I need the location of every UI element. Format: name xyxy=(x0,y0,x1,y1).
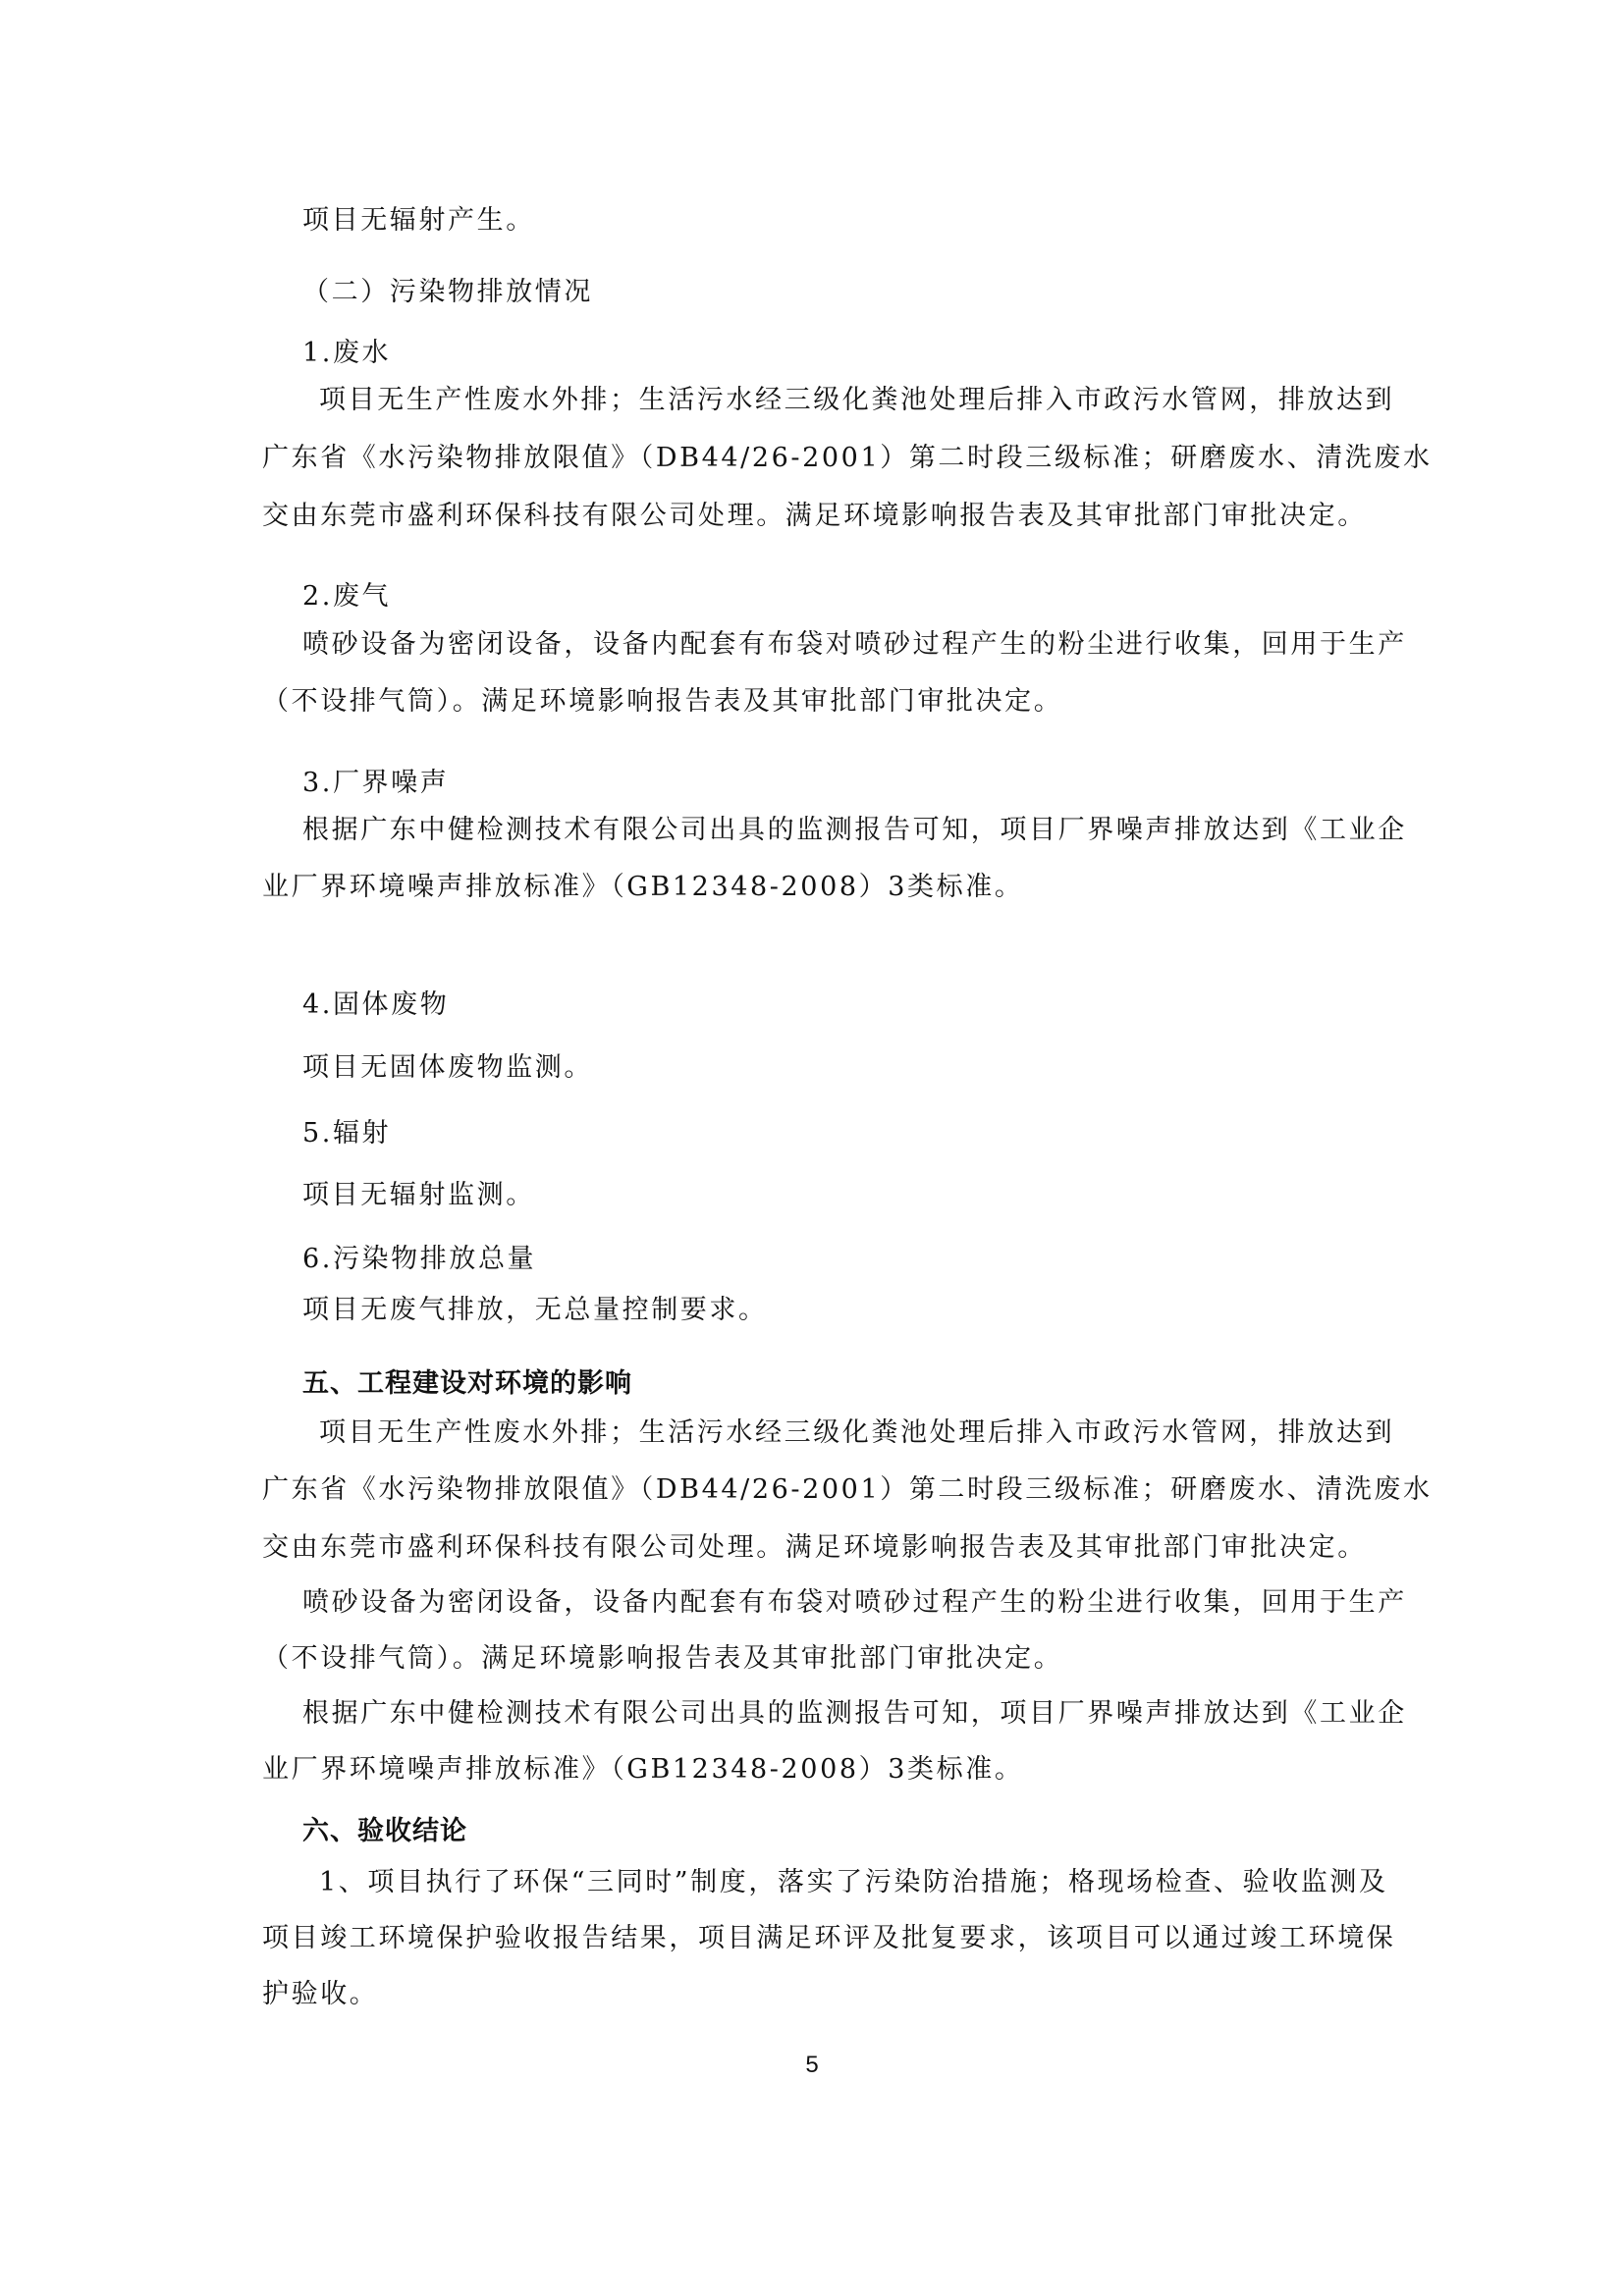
subsection-title-pollutant-emission: （二）污染物排放情况 xyxy=(302,277,593,307)
item-title-radiation: 5.辐射 xyxy=(302,1118,392,1148)
section-heading-environmental-impact: 五、工程建设对环境的影响 xyxy=(302,1368,632,1399)
paragraph-radiation-none: 项目无辐射产生。 xyxy=(302,205,535,236)
paragraph-boundary-noise-line-2: 业厂界环境噪声排放标准》（GB12348-2008）3类标准。 xyxy=(262,872,1024,902)
paragraph-total-emission: 项目无废气排放，无总量控制要求。 xyxy=(302,1295,768,1325)
paragraph-wastewater-line-2: 广东省《水污染物排放限值》（DB44/26-2001）第二时段三级标准；研磨废水、清洗废水 xyxy=(262,443,1433,473)
paragraph-impact-line-3: 交由东莞市盛利环保科技有限公司处理。满足环境影响报告表及其审批部门审批决定。 xyxy=(262,1532,1367,1563)
paragraph-impact-line-1: 项目无生产性废水外排；生活污水经三级化粪池处理后排入市政污水管网，排放达到 xyxy=(319,1417,1395,1448)
item-title-boundary-noise: 3.厂界噪声 xyxy=(302,768,450,798)
paragraph-boundary-noise-line-1: 根据广东中健检测技术有限公司出具的监测报告可知，项目厂界噪声排放达到《工业企 xyxy=(302,815,1407,845)
paragraph-impact-line-5: （不设排气筒）。满足环境影响报告表及其审批部门审批决定。 xyxy=(262,1643,1063,1674)
section-heading-acceptance-conclusion: 六、验收结论 xyxy=(302,1816,467,1846)
item-title-wastewater: 1.废水 xyxy=(302,338,392,368)
paragraph-solid-waste: 项目无固体废物监测。 xyxy=(302,1052,593,1083)
paragraph-impact-line-2: 广东省《水污染物排放限值》（DB44/26-2001）第二时段三级标准；研磨废水、清洗废水 xyxy=(262,1474,1433,1505)
item-title-exhaust-gas: 2.废气 xyxy=(302,581,392,612)
paragraph-impact-line-6: 根据广东中健检测技术有限公司出具的监测报告可知，项目厂界噪声排放达到《工业企 xyxy=(302,1698,1407,1729)
paragraph-impact-line-4: 喷砂设备为密闭设备，设备内配套有布袋对喷砂过程产生的粉尘进行收集，回用于生产 xyxy=(302,1587,1407,1618)
item-title-total-emission: 6.污染物排放总量 xyxy=(302,1244,537,1274)
page-number: 5 xyxy=(805,2052,819,2078)
paragraph-exhaust-gas-line-1: 喷砂设备为密闭设备，设备内配套有布袋对喷砂过程产生的粉尘进行收集，回用于生产 xyxy=(302,629,1407,660)
paragraph-wastewater-line-1: 项目无生产性废水外排；生活污水经三级化粪池处理后排入市政污水管网，排放达到 xyxy=(319,385,1395,415)
paragraph-conclusion-line-3: 护验收。 xyxy=(262,1979,379,2009)
paragraph-wastewater-line-3: 交由东莞市盛利环保科技有限公司处理。满足环境影响报告表及其审批部门审批决定。 xyxy=(262,501,1367,531)
paragraph-impact-line-7: 业厂界环境噪声排放标准》（GB12348-2008）3类标准。 xyxy=(262,1754,1024,1785)
item-title-solid-waste: 4.固体废物 xyxy=(302,989,450,1020)
paragraph-radiation: 项目无辐射监测。 xyxy=(302,1180,535,1210)
paragraph-conclusion-line-2: 项目竣工环境保护验收报告结果，项目满足环评及批复要求，该项目可以通过竣工环境保 xyxy=(262,1923,1396,1953)
paragraph-exhaust-gas-line-2: （不设排气筒）。满足环境影响报告表及其审批部门审批决定。 xyxy=(262,686,1063,717)
paragraph-conclusion-line-1: 1、项目执行了环保“三同时”制度，落实了污染防治措施；格现场检查、验收监测及 xyxy=(319,1867,1388,1897)
